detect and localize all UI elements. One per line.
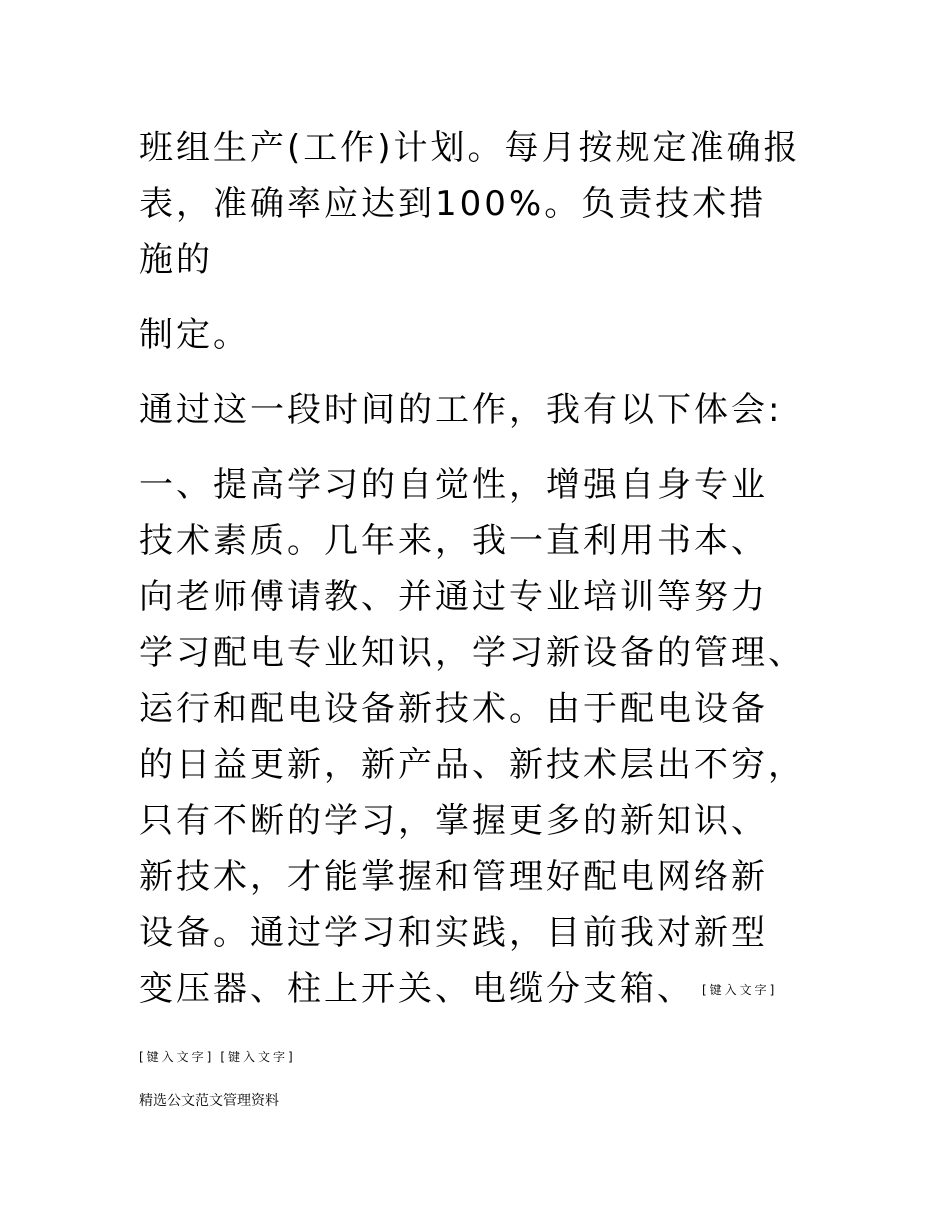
body-text-line: 设备。通过学习和实践，目前我对新型 bbox=[139, 913, 768, 953]
body-text-line: 学习配电专业知识，学习新设备的管理、 bbox=[139, 633, 805, 673]
body-text-line: 技术素质。几年来，我一直利用书本、 bbox=[139, 521, 768, 561]
body-text-fragment: 变压器、柱上开关、电缆分支箱、 bbox=[139, 969, 694, 1009]
body-text-line: 施的 bbox=[139, 240, 213, 280]
body-text-line: 运行和配电设备新技术。由于配电设备 bbox=[139, 689, 768, 729]
body-text-line: 新技术，才能掌握和管理好配电网络新 bbox=[139, 857, 768, 897]
body-text-line: 制定。 bbox=[139, 315, 250, 355]
body-text-line-last bbox=[139, 969, 777, 1010]
body-text-line: 表，准确率应达到100%。负责技术措 bbox=[139, 184, 767, 224]
text-placeholder[interactable]: [键入文字] bbox=[702, 983, 778, 997]
footer-note: 精选公文范文管理资料 bbox=[139, 1093, 279, 1109]
footer-placeholder[interactable]: [键入文字] bbox=[220, 1050, 296, 1064]
body-text-line: 通过这一段时间的工作，我有以下体会: bbox=[139, 390, 783, 430]
footer-placeholder[interactable]: [键入文字] bbox=[139, 1050, 215, 1064]
body-text-line: 只有不断的学习，掌握更多的新知识、 bbox=[139, 801, 768, 841]
body-text-line: 班组生产(工作)计划。每月按规定准确报 bbox=[139, 128, 801, 168]
body-text-line: 向老师傅请教、并通过专业培训等努力 bbox=[139, 577, 768, 617]
footer-placeholders bbox=[139, 1048, 296, 1065]
body-text-line: 一、提高学习的自觉性，增强自身专业 bbox=[139, 465, 768, 505]
body-text-line: 的日益更新，新产品、新技术层出不穷， bbox=[139, 745, 805, 785]
